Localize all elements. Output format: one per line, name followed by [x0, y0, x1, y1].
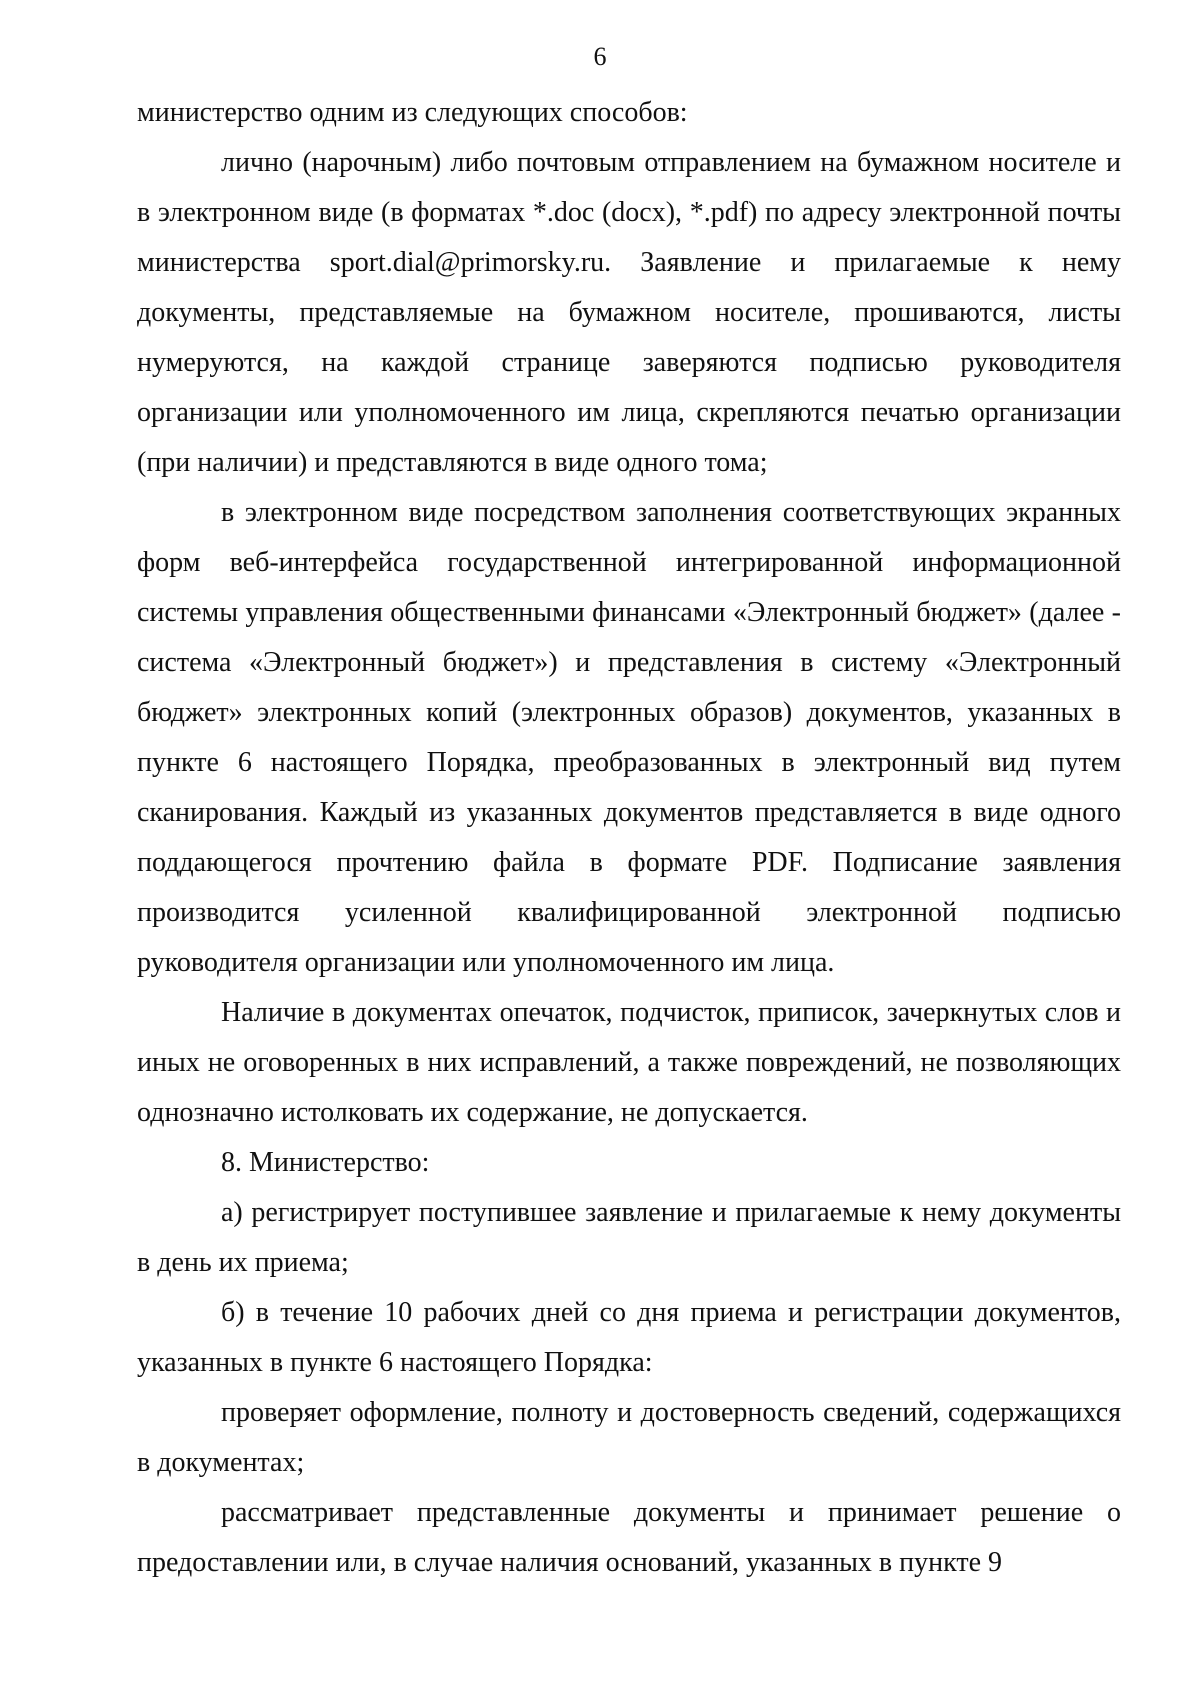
- paragraph-intro: министерство одним из следующих способов:: [137, 97, 688, 128]
- paragraph-item-a: а) регистрирует поступившее заявление и прилагаемые к нему документы в день их приема;: [137, 1197, 1121, 1278]
- paragraph-checks: проверяет оформление, полноту и достоверность сведений, содержащихся в документах;: [137, 1397, 1121, 1478]
- page-number: 6: [593, 42, 607, 71]
- paragraph-paper-submission: лично (нарочным) либо почтовым отправлением на бумажном носителе и в электронном виде (в форматах *.doc (docx), *.pdf) по адресу электронной почты министерства sport.dial@primorsky.ru. Заявление и прилагаемые к нему документы, представляемые на бумажном носителе, прошиваются, листы нумеруются, на каждой странице заверяются подписью руководителя организации или уполномоченного им лица, скрепляются печатью организации (при наличии) и представляются в виде одного тома;: [137, 147, 1121, 478]
- paragraph-item-b: б) в течение 10 рабочих дней со дня приема и регистрации документов, указанных в пункте 6 настоящего Порядка:: [137, 1297, 1121, 1378]
- paragraph-defects-rule: Наличие в документах опечаток, подчисток, приписок, зачеркнутых слов и иных не оговоренных в них исправлений, а также повреждений, не позволяющих однозначно истолковать их содержание, не допускается.: [137, 997, 1121, 1128]
- paragraph-ministry-heading: 8. Министерство:: [221, 1147, 430, 1178]
- paragraph-decision: рассматривает представленные документы и принимает решение о предоставлении или, в случае наличия оснований, указанных в пункте 9: [137, 1497, 1121, 1578]
- document-body: [137, 88, 1121, 1588]
- paragraph-electronic-submission: в электронном виде посредством заполнения соответствующих экранных форм веб-интерфейса государственной интегрированной информационной системы управления общественными финансами «Электронный бюджет» (далее - система «Электронный бюджет») и представления в систему «Электронный бюджет» электронных копий (электронных образов) документов, указанных в пункте 6 настоящего Порядка, преобразованных в электронный вид путем сканирования. Каждый из указанных документов представляется в виде одного поддающегося прочтению файла в формате PDF. Подписание заявления производится усиленной квалифицированной электронной подписью руководителя организации или уполномоченного им лица.: [137, 497, 1121, 978]
